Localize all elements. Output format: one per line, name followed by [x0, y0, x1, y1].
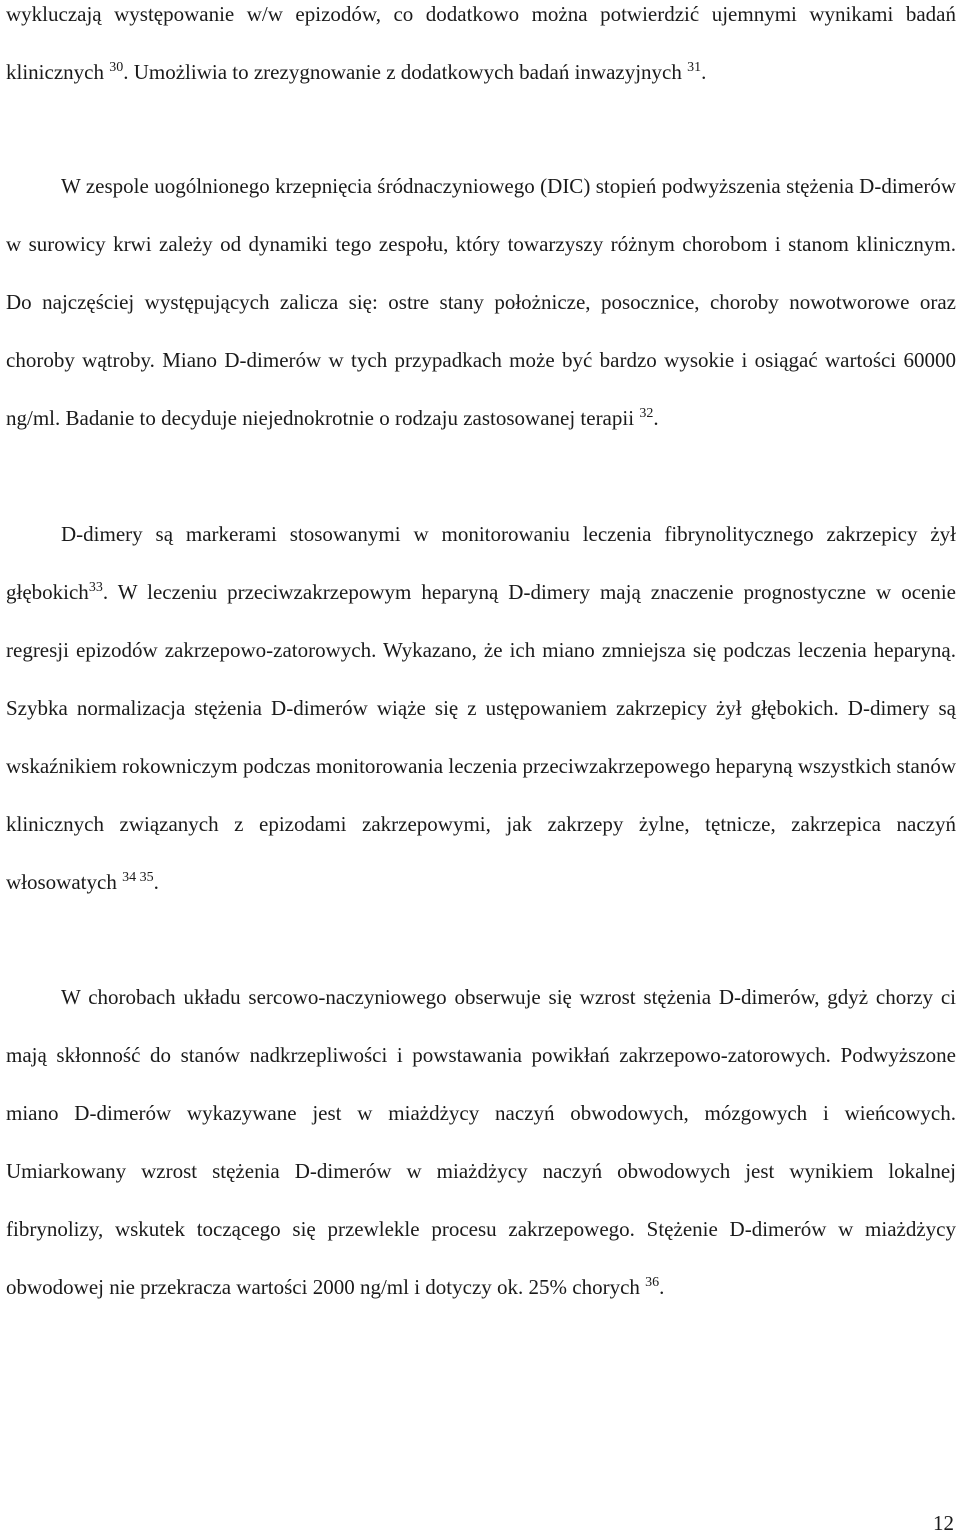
paragraph-text: . Umożliwia to zrezygnowanie z dodatkowych badań inwazyjnych	[123, 60, 688, 84]
citation-number: 32	[639, 406, 654, 421]
paragraph-text: .	[653, 406, 659, 430]
paragraph-text: .	[659, 1275, 665, 1299]
paragraph-text: .	[153, 870, 159, 894]
citation-number: 34 35	[122, 870, 154, 885]
page-number: 12	[933, 1511, 954, 1535]
citation-number: 33	[88, 580, 103, 595]
paragraph-text: W chorobach układu sercowo-naczyniowego obserwuje się wzrost stężenia D-dimerów, gdyż chorzy ci mają skłonność do stanów nadkrzepliwości i powstawania powikłań zakrzepowo-zatorowych. Podwyższone miano D-dimerów wykazywane jest w miażdżycy naczyń obwodowych, mózgowych i wieńcowych. Umiarkowany wzrost stężenia D-dimerów w miażdżycy naczyń obwodowych jest wynikiem lokalnej fibrynolizy, wskutek toczącego się przewlekle procesu zakrzepowego. Stężenie D-dimerów w miażdżycy obwodowej nie przekracza wartości 2000 ng/ml i dotyczy ok. 25% chorych	[6, 985, 956, 1299]
paragraph-ddimer-markers	[6, 505, 956, 911]
paragraph-continuation	[6, 0, 956, 101]
paragraph-text: . W leczeniu przeciwzakrzepowym heparyną D-dimery mają znaczenie prognostyczne w ocenie regresji epizodów zakrzepowo-zatorowych. Wykazano, że ich miano zmniejsza się podczas leczenia heparyną. Szybka normalizacja stężenia D-dimerów wiąże się z ustępowaniem zakrzepicy żył głębokich. D-dimery są wskaźnikiem rokowniczym podczas monitorowania leczenia przeciwzakrzepowego heparyną wszystkich stanów klinicznych związanych z epizodami zakrzepowymi, jak zakrzepy żylne, tętnicze, zakrzepica naczyń włosowatych	[6, 580, 956, 894]
paragraph-text: .	[701, 60, 707, 84]
paragraph-text: W zespole uogólnionego krzepnięcia śródnaczyniowego (DIC) stopień podwyższenia stężenia D-dimerów w surowicy krwi zależy od dynamiki tego zespołu, który towarzyszy różnym chorobom i stanom klinicznym. Do najczęściej występujących zalicza się: ostre stany położnicze, posocznice, choroby nowotworowe oraz choroby wątroby. Miano D-dimerów w tych przypadkach może być bardzo wysokie i osiągać wartości 60000 ng/ml. Badanie to decyduje niejednokrotnie o rodzaju zastosowanej terapii	[6, 174, 956, 430]
citation-number: 30	[109, 60, 124, 75]
paragraph-text: D-dimery są markerami stosowanymi w monitorowaniu leczenia fibrynolitycznego zakrzepicy żył głębokich	[6, 522, 956, 604]
paragraph-text: wykluczają występowanie w/w epizodów, co dodatkowo można potwierdzić ujemnymi wynikami badań klinicznych	[6, 2, 956, 84]
paragraph-cardiovascular	[6, 968, 956, 1316]
paragraph-dic	[6, 157, 956, 447]
citation-number: 36	[645, 1275, 660, 1290]
citation-number: 31	[687, 60, 702, 75]
